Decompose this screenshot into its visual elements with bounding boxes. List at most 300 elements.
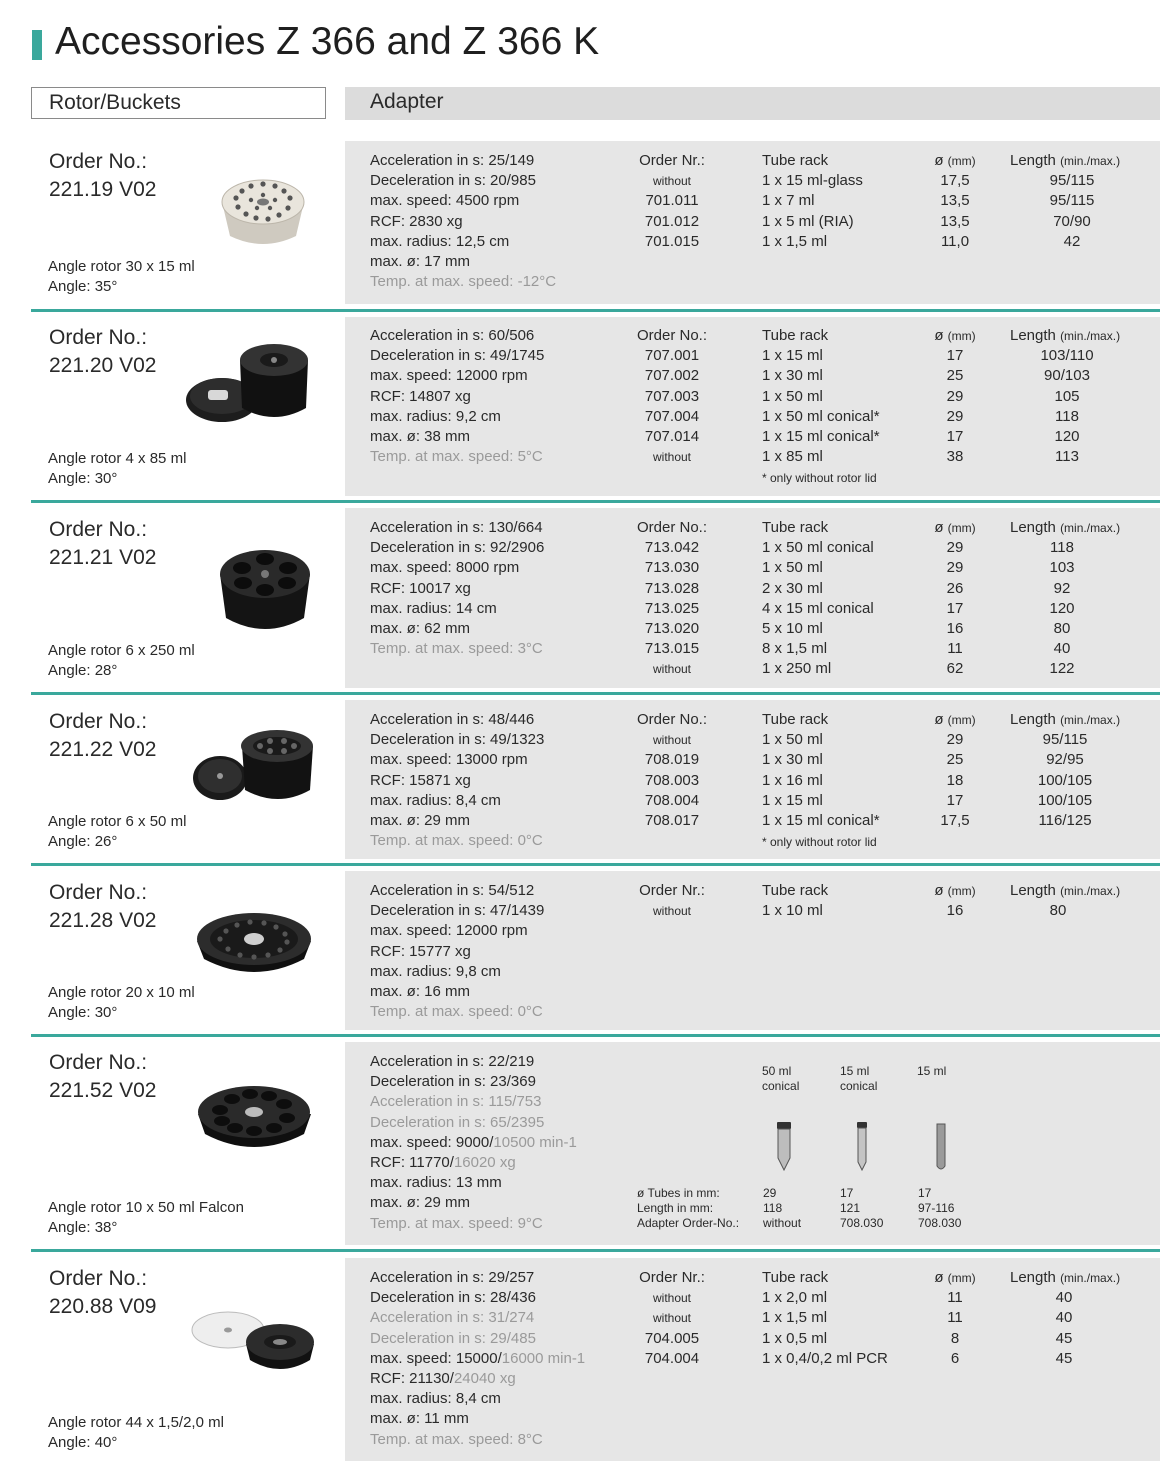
- spec-list: [370, 518, 544, 659]
- order-number-block: [49, 879, 156, 935]
- rotor-description: [48, 983, 195, 1023]
- section-divider: [31, 500, 1160, 503]
- order-number-block: [49, 1049, 156, 1105]
- rotor-image-dark: [190, 726, 320, 816]
- tube-header-line: conical: [762, 1079, 800, 1093]
- diameter-cell: 17: [946, 347, 964, 365]
- length-label: Length: [1010, 152, 1056, 169]
- spec-max-diameter: max. ø: 11 mm: [370, 1410, 469, 1428]
- spec-max-diameter: max. ø: 29 mm: [370, 812, 471, 830]
- order-number-block: [49, 324, 156, 380]
- spec-deceleration: Deceleration in s: 92/2906: [370, 539, 545, 557]
- rotor-description: [48, 1413, 224, 1453]
- diameter-column: [925, 881, 985, 921]
- tube-row-label: ø Tubes in mm:: [637, 1186, 720, 1200]
- order-number: 221.28 V02: [49, 909, 157, 932]
- spec-temperature: Temp. at max. speed: 8°C: [370, 1430, 543, 1448]
- spec-max-radius: max. radius: 13 mm: [370, 1174, 502, 1192]
- diameter-cell: 38: [946, 448, 964, 466]
- tube-rack-cell: 1 x 0,5 ml: [762, 1329, 828, 1347]
- order-number: 221.21 V02: [49, 546, 157, 569]
- diameter-header: [925, 518, 985, 538]
- diameter-cell: 18: [946, 771, 964, 789]
- order-cell: 704.004: [644, 1349, 700, 1367]
- diameter-column: [925, 151, 985, 252]
- order-label: Order No.:: [49, 1267, 148, 1290]
- spec-max-speed-alt: 10500 min-1: [493, 1133, 577, 1151]
- length-cell: 116/125: [1038, 812, 1092, 830]
- tube-rack-cell: 2 x 30 ml: [762, 579, 823, 597]
- length-cell: 95/115: [1042, 731, 1088, 749]
- spec-rcf: RCF: 15871 xg: [370, 771, 471, 789]
- order-cell: without: [652, 1291, 692, 1306]
- rotor-angle: Angle: 28°: [48, 662, 118, 679]
- length-header: [1010, 151, 1140, 171]
- tube-rack-cell: 1 x 30 ml: [762, 751, 823, 769]
- order-cell: without: [652, 733, 692, 748]
- order-cell: without: [652, 450, 692, 465]
- order-cell: 708.017: [644, 812, 700, 830]
- spec-max-speed: max. speed: 8000 rpm: [370, 559, 520, 577]
- order-column: [622, 710, 722, 831]
- spec-temperature: Temp. at max. speed: 0°C: [370, 832, 543, 850]
- length-unit: (min./max.): [1060, 713, 1121, 727]
- rotor-image-dark: [192, 905, 317, 985]
- order-number: 221.20 V02: [49, 354, 157, 377]
- order-cell: 713.025: [644, 599, 700, 617]
- spec-max-radius: max. radius: 8,4 cm: [370, 1390, 501, 1408]
- rotor-type: Angle rotor 4 x 85 ml: [48, 450, 187, 467]
- spec-max-speed-alt: 16000 min-1: [501, 1349, 586, 1367]
- rotor-angle: Angle: 35°: [48, 278, 118, 295]
- order-number-block: [49, 148, 156, 204]
- diameter-cell: 13,5: [940, 192, 970, 210]
- tube-rack-cell: 1 x 2,0 ml: [762, 1289, 828, 1307]
- spec-deceleration-alt: Deceleration in s: 29/485: [370, 1329, 536, 1347]
- diameter-cell: 17: [946, 428, 964, 446]
- spec-acceleration: Acceleration in s: 25/149: [370, 152, 535, 169]
- length-label: Length: [1010, 327, 1056, 344]
- order-number-block: [49, 708, 156, 764]
- order-label: Order No.:: [49, 1051, 148, 1074]
- rotor-type: Angle rotor 44 x 1,5/2,0 ml: [48, 1414, 224, 1431]
- tube-values: [840, 1186, 883, 1231]
- spec-max-diameter: max. ø: 62 mm: [370, 620, 471, 638]
- tube-rack-column: [762, 518, 874, 680]
- length-column: [1010, 881, 1140, 921]
- tube-rack-cell: 1 x 15 ml conical*: [762, 812, 880, 830]
- tube-rack-column: [762, 881, 828, 921]
- diameter-header: [925, 881, 985, 901]
- spec-acceleration: Acceleration in s: 130/664: [370, 519, 543, 536]
- order-cell: without: [652, 1311, 692, 1326]
- footnote: * only without rotor lid: [762, 835, 877, 849]
- conical-tube-15ml-icon: [855, 1122, 869, 1172]
- section-divider: [31, 863, 1160, 866]
- length-cell: 103/110: [1040, 347, 1094, 365]
- diameter-symbol: ø: [934, 327, 944, 344]
- rotor-angle: Angle: 38°: [48, 1219, 118, 1236]
- order-column-header: Order Nr.:: [639, 1269, 705, 1286]
- spec-max-speed: max. speed: 12000 rpm: [370, 367, 528, 385]
- spec-deceleration: Deceleration in s: 49/1745: [370, 347, 545, 365]
- diameter-cell: 29: [946, 731, 964, 749]
- length-unit: (min./max.): [1060, 521, 1121, 535]
- length-cell: 113: [1055, 448, 1079, 466]
- spec-max-speed-main: max. speed: 15000/: [370, 1349, 502, 1367]
- order-number-block: [49, 1265, 156, 1321]
- spec-temperature: Temp. at max. speed: 0°C: [370, 1003, 543, 1021]
- spec-acceleration: Acceleration in s: 22/219: [370, 1053, 535, 1070]
- order-cell: 701.015: [644, 232, 700, 250]
- order-number: 221.19 V02: [49, 178, 157, 201]
- tube-values: [918, 1186, 961, 1231]
- diameter-unit: (mm): [947, 1271, 976, 1285]
- tube-rack-cell: 5 x 10 ml: [762, 620, 823, 638]
- tube-values: [763, 1186, 801, 1231]
- length-cell: 118: [1055, 407, 1079, 425]
- spec-max-speed: [370, 1133, 577, 1153]
- diameter-cell: 13,5: [940, 212, 970, 230]
- diameter-cell: 26: [946, 579, 964, 597]
- diameter-unit: (mm): [947, 154, 976, 168]
- length-cell: 80: [1053, 620, 1071, 638]
- spec-temperature: Temp. at max. speed: 3°C: [370, 640, 543, 658]
- spec-acceleration-alt: Acceleration in s: 115/753: [370, 1093, 542, 1111]
- order-cell: 701.012: [644, 212, 700, 230]
- spec-max-diameter: max. ø: 29 mm: [370, 1194, 471, 1212]
- spec-rcf-main: RCF: 21130/: [370, 1370, 454, 1388]
- diameter-cell: 17: [946, 599, 964, 617]
- length-label: Length: [1010, 711, 1056, 728]
- length-cell: 95/115: [1049, 172, 1095, 190]
- order-cell: 701.011: [645, 192, 699, 210]
- spec-deceleration: Deceleration in s: 23/369: [370, 1073, 536, 1091]
- order-column-header: Order No.:: [636, 327, 708, 344]
- length-cell: 40: [1055, 1289, 1073, 1307]
- order-number: 220.88 V09: [49, 1295, 157, 1318]
- length-label: Length: [1010, 882, 1056, 899]
- length-unit: (min./max.): [1060, 884, 1121, 898]
- length-header: [1010, 1268, 1140, 1288]
- tube-rack-cell: 1 x 7 ml: [762, 192, 815, 210]
- tube-rack-header: Tube rack: [762, 711, 829, 728]
- length-column: [1010, 1268, 1140, 1369]
- length-column: [1010, 151, 1140, 252]
- diameter-unit: (mm): [947, 329, 976, 343]
- spec-max-radius: max. radius: 9,8 cm: [370, 962, 501, 980]
- order-number: 221.22 V02: [49, 738, 157, 761]
- order-cell: without: [652, 904, 692, 919]
- tube-row-label: Adapter Order-No.:: [637, 1216, 740, 1230]
- length-header: [1010, 710, 1140, 730]
- diameter-cell: 8: [950, 1329, 960, 1347]
- diameter-cell: 11: [947, 1309, 963, 1327]
- diameter-header: [925, 326, 985, 346]
- spec-list: [370, 151, 556, 292]
- tube-rack-header: Tube rack: [762, 1269, 829, 1286]
- spec-list: [370, 881, 544, 1022]
- length-cell: 100/105: [1037, 771, 1093, 789]
- order-label: Order No.:: [49, 150, 148, 173]
- diameter-column: [925, 710, 985, 831]
- tube-header: [917, 1064, 946, 1079]
- spec-rcf: RCF: 15777 xg: [370, 942, 471, 960]
- diameter-cell: 62: [946, 660, 964, 678]
- tube-rack-header: Tube rack: [762, 882, 829, 899]
- length-label: Length: [1010, 1269, 1056, 1286]
- length-cell: 100/105: [1037, 791, 1093, 809]
- length-cell: 45: [1055, 1329, 1073, 1347]
- rotor-description: [48, 1198, 244, 1238]
- length-header: [1010, 518, 1140, 538]
- rotor-angle: Angle: 30°: [48, 470, 118, 487]
- tube-value: 708.030: [840, 1216, 884, 1230]
- order-cell: 713.042: [644, 539, 700, 557]
- order-cell: 708.004: [644, 791, 700, 809]
- tube-rack-cell: 1 x 15 ml: [762, 791, 823, 809]
- spec-max-speed: max. speed: 13000 rpm: [370, 751, 528, 769]
- page-title: Accessories Z 366 and Z 366 K: [55, 20, 600, 63]
- rotor-description: [48, 257, 195, 297]
- section-divider: [31, 309, 1160, 312]
- length-column: [1010, 518, 1140, 680]
- order-cell: 707.004: [644, 407, 700, 425]
- order-column-header: Order Nr.:: [639, 882, 705, 899]
- spec-deceleration-alt: Deceleration in s: 65/2395: [370, 1113, 545, 1131]
- order-cell: 713.015: [644, 640, 700, 658]
- rotor-type: Angle rotor 30 x 15 ml: [48, 258, 195, 275]
- order-column-header: Order No.:: [636, 519, 708, 536]
- rotor-angle: Angle: 26°: [48, 833, 118, 850]
- footnote: * only without rotor lid: [762, 471, 877, 485]
- diameter-cell: 29: [946, 559, 964, 577]
- diameter-cell: 6: [950, 1349, 960, 1367]
- spec-rcf-alt: 16020 xg: [453, 1154, 516, 1172]
- length-cell: 118: [1050, 539, 1074, 557]
- tube-row-label: Length in mm:: [637, 1201, 714, 1215]
- spec-deceleration: Deceleration in s: 47/1439: [370, 902, 545, 920]
- rotor-angle: Angle: 40°: [48, 1434, 118, 1451]
- order-cell: 707.014: [644, 428, 700, 446]
- diameter-symbol: ø: [934, 1269, 944, 1286]
- adapter-header: Adapter: [345, 87, 1160, 120]
- rotor-description: [48, 812, 186, 852]
- rotor-description: [48, 449, 186, 489]
- length-cell: 80: [1049, 902, 1067, 920]
- diameter-cell: 25: [946, 751, 964, 769]
- length-column: [1010, 326, 1140, 467]
- spec-acceleration-alt: Acceleration in s: 31/274: [370, 1309, 535, 1327]
- rotor-type: Angle rotor 20 x 10 ml: [48, 984, 195, 1001]
- length-cell: 122: [1049, 660, 1075, 678]
- diameter-cell: 11: [947, 640, 963, 658]
- length-header: [1010, 326, 1140, 346]
- length-unit: (min./max.): [1060, 154, 1121, 168]
- rotor-angle: Angle: 30°: [48, 1004, 118, 1021]
- order-cell: 707.003: [644, 387, 700, 405]
- spec-list: [370, 1268, 585, 1450]
- rotor-image-light: [208, 162, 318, 252]
- spec-temperature: Temp. at max. speed: 9°C: [370, 1214, 543, 1232]
- length-cell: 95/115: [1049, 192, 1095, 210]
- order-cell: without: [652, 662, 692, 677]
- length-cell: 70/90: [1053, 212, 1091, 230]
- length-cell: 40: [1055, 1309, 1073, 1327]
- order-label: Order No.:: [49, 518, 148, 541]
- rotor-description: [48, 641, 195, 681]
- spec-temperature: Temp. at max. speed: 5°C: [370, 448, 543, 466]
- tube-value: 97-116: [918, 1201, 955, 1215]
- tube-value: 121: [840, 1201, 861, 1215]
- diameter-cell: 17,5: [940, 172, 970, 190]
- rotor-image-dark: [192, 1078, 317, 1160]
- tube-rack-cell: 1 x 50 ml: [762, 559, 823, 577]
- spec-temperature: Temp. at max. speed: -12°C: [370, 273, 557, 291]
- diameter-column: [925, 1268, 985, 1369]
- rotor-buckets-header: Rotor/Buckets: [31, 87, 326, 119]
- tube-rack-cell: 1 x 85 ml: [762, 448, 823, 466]
- tube-rack-header: Tube rack: [762, 152, 829, 169]
- tube-rack-cell: 1 x 16 ml: [762, 771, 823, 789]
- order-column: [622, 518, 722, 680]
- order-column-header: Order No.:: [636, 711, 708, 728]
- spec-max-radius: max. radius: 9,2 cm: [370, 407, 501, 425]
- round-tube-15ml-icon: [934, 1122, 948, 1172]
- diameter-cell: 29: [946, 539, 964, 557]
- spec-list: [370, 710, 544, 851]
- tube-rack-cell: 1 x 50 ml conical: [762, 539, 874, 557]
- order-cell: 713.028: [644, 579, 700, 597]
- order-cell: 713.020: [644, 620, 700, 638]
- diameter-symbol: ø: [934, 519, 944, 536]
- tube-header-line: conical: [840, 1079, 878, 1093]
- tube-rack-column: [762, 151, 863, 252]
- diameter-cell: 25: [946, 367, 964, 385]
- spec-max-diameter: max. ø: 38 mm: [370, 428, 471, 446]
- diameter-symbol: ø: [934, 882, 944, 899]
- spec-deceleration: Deceleration in s: 28/436: [370, 1289, 536, 1307]
- tube-value: 708.030: [918, 1216, 962, 1230]
- tube-rack-cell: 1 x 50 ml: [762, 387, 823, 405]
- spec-rcf: RCF: 10017 xg: [370, 579, 471, 597]
- rotor-image-dark: [210, 540, 320, 640]
- diameter-cell: 29: [946, 387, 964, 405]
- spec-list: [370, 326, 544, 467]
- order-label: Order No.:: [49, 881, 148, 904]
- spec-deceleration: Deceleration in s: 49/1323: [370, 731, 545, 749]
- diameter-cell: 11,0: [940, 232, 970, 250]
- order-cell: 708.003: [644, 771, 700, 789]
- diameter-unit: (mm): [947, 884, 976, 898]
- tube-rack-cell: 4 x 15 ml conical: [762, 599, 874, 617]
- length-cell: 45: [1055, 1349, 1073, 1367]
- conical-tube-50ml-icon: [774, 1122, 794, 1172]
- order-column: [622, 326, 722, 467]
- tube-rack-cell: 1 x 30 ml: [762, 367, 823, 385]
- tube-rack-cell: 1 x 15 ml: [762, 347, 823, 365]
- tube-header: [840, 1064, 877, 1094]
- length-cell: 120: [1049, 599, 1075, 617]
- order-cell: 704.005: [644, 1329, 700, 1347]
- tube-rack-cell: 1 x 50 ml: [762, 731, 823, 749]
- spec-rcf: [370, 1369, 585, 1389]
- tube-rack-cell: 1 x 1,5 ml: [762, 1309, 828, 1327]
- spec-acceleration: Acceleration in s: 60/506: [370, 327, 535, 344]
- rotor-image-with-lid: [188, 1300, 318, 1380]
- spec-acceleration: Acceleration in s: 54/512: [370, 882, 535, 899]
- spec-rcf-main: RCF: 11770/: [370, 1154, 454, 1172]
- length-unit: (min./max.): [1060, 1271, 1121, 1285]
- spec-max-speed: [370, 1349, 585, 1369]
- order-number-block: [49, 516, 156, 572]
- order-cell: without: [652, 174, 692, 189]
- section-divider: [31, 1249, 1160, 1252]
- order-column-header: Order Nr.:: [639, 152, 705, 169]
- tube-header: [762, 1064, 799, 1094]
- length-cell: 105: [1054, 387, 1080, 405]
- tube-value: 118: [763, 1201, 783, 1215]
- diameter-header: [925, 710, 985, 730]
- length-label: Length: [1010, 519, 1056, 536]
- order-cell: 708.019: [644, 751, 700, 769]
- diameter-unit: (mm): [947, 521, 976, 535]
- diameter-cell: 17: [946, 791, 964, 809]
- tube-rack-cell: 1 x 5 ml (RIA): [762, 212, 854, 230]
- order-label: Order No.:: [49, 326, 148, 349]
- spec-max-radius: max. radius: 8,4 cm: [370, 791, 501, 809]
- spec-acceleration: Acceleration in s: 29/257: [370, 1269, 535, 1286]
- tube-value: 17: [840, 1186, 854, 1200]
- section-divider: [31, 1034, 1160, 1037]
- tube-rack-cell: 1 x 250 ml: [762, 660, 832, 678]
- length-cell: 90/103: [1044, 367, 1090, 385]
- tube-value: 17: [918, 1186, 932, 1200]
- spec-acceleration: Acceleration in s: 48/446: [370, 711, 535, 728]
- spec-max-diameter: max. ø: 17 mm: [370, 253, 471, 271]
- diameter-cell: 16: [946, 620, 964, 638]
- spec-max-speed: max. speed: 12000 rpm: [370, 922, 528, 940]
- diameter-cell: 29: [946, 407, 964, 425]
- spec-rcf-alt: 24040 xg: [453, 1370, 516, 1388]
- spec-rcf: RCF: 2830 xg: [370, 212, 463, 230]
- tube-row-labels: [637, 1186, 739, 1231]
- diameter-cell: 16: [946, 902, 964, 920]
- diameter-header: [925, 151, 985, 171]
- tube-value: 29: [763, 1186, 777, 1200]
- length-unit: (min./max.): [1060, 329, 1121, 343]
- rotor-type: Angle rotor 6 x 250 ml: [48, 642, 195, 659]
- spec-rcf: RCF: 14807 xg: [370, 387, 471, 405]
- tube-rack-column: [762, 710, 880, 831]
- spec-list: [370, 1052, 577, 1234]
- spec-deceleration: Deceleration in s: 20/985: [370, 172, 536, 190]
- tube-rack-header: Tube rack: [762, 519, 829, 536]
- length-cell: 92/95: [1046, 751, 1084, 769]
- title-accent-bar: [32, 30, 42, 60]
- tube-value: without: [763, 1216, 802, 1230]
- rotor-type: Angle rotor 6 x 50 ml: [48, 813, 187, 830]
- order-column: [622, 1268, 722, 1369]
- diameter-cell: 11: [947, 1289, 963, 1307]
- spec-max-radius: max. radius: 14 cm: [370, 599, 497, 617]
- diameter-symbol: ø: [934, 711, 944, 728]
- tube-header-line: 50 ml: [762, 1064, 792, 1078]
- spec-max-radius: max. radius: 12,5 cm: [370, 232, 510, 250]
- order-label: Order No.:: [49, 710, 148, 733]
- tube-rack-cell: 1 x 50 ml conical*: [762, 407, 880, 425]
- diameter-column: [925, 326, 985, 467]
